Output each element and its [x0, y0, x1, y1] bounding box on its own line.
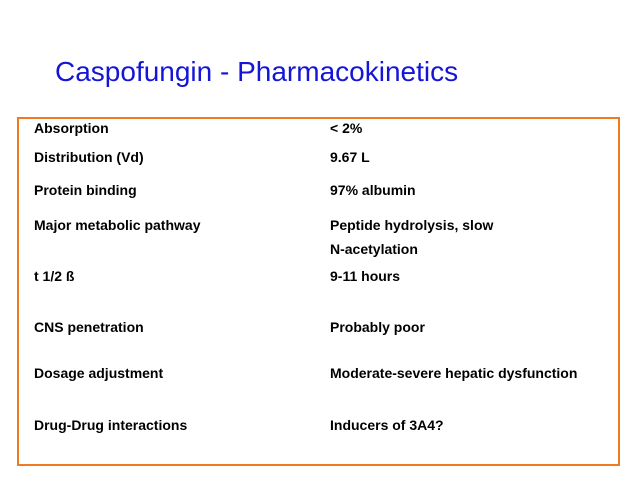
- row-value-drug-interactions: Inducers of 3A4?: [330, 417, 444, 433]
- row-value-distribution: 9.67 L: [330, 149, 370, 165]
- slide-title: Caspofungin - Pharmacokinetics: [55, 56, 459, 87]
- row-value-dosage-adjustment: Moderate-severe hepatic dysfunction: [330, 365, 578, 381]
- row-value-cns-penetration: Probably poor: [330, 319, 425, 335]
- row-value-metabolic-pathway: Peptide hydrolysis, slow: [330, 217, 494, 233]
- row-label-metabolic-pathway: Major metabolic pathway: [34, 217, 201, 233]
- row-label-half-life: t 1/2 ß: [34, 268, 75, 284]
- row-value-metabolic-pathway-line2: N-acetylation: [330, 241, 418, 257]
- row-label-dosage-adjustment: Dosage adjustment: [34, 365, 164, 381]
- row-label-distribution: Distribution (Vd): [34, 149, 144, 165]
- row-label-cns-penetration: CNS penetration: [34, 319, 144, 335]
- row-value-half-life: 9-11 hours: [330, 268, 401, 284]
- row-value-protein-binding: 97% albumin: [330, 182, 416, 198]
- row-label-protein-binding: Protein binding: [34, 182, 137, 198]
- row-value-absorption: < 2%: [330, 120, 363, 136]
- row-label-absorption: Absorption: [34, 120, 109, 136]
- row-label-drug-interactions: Drug-Drug interactions: [34, 417, 188, 433]
